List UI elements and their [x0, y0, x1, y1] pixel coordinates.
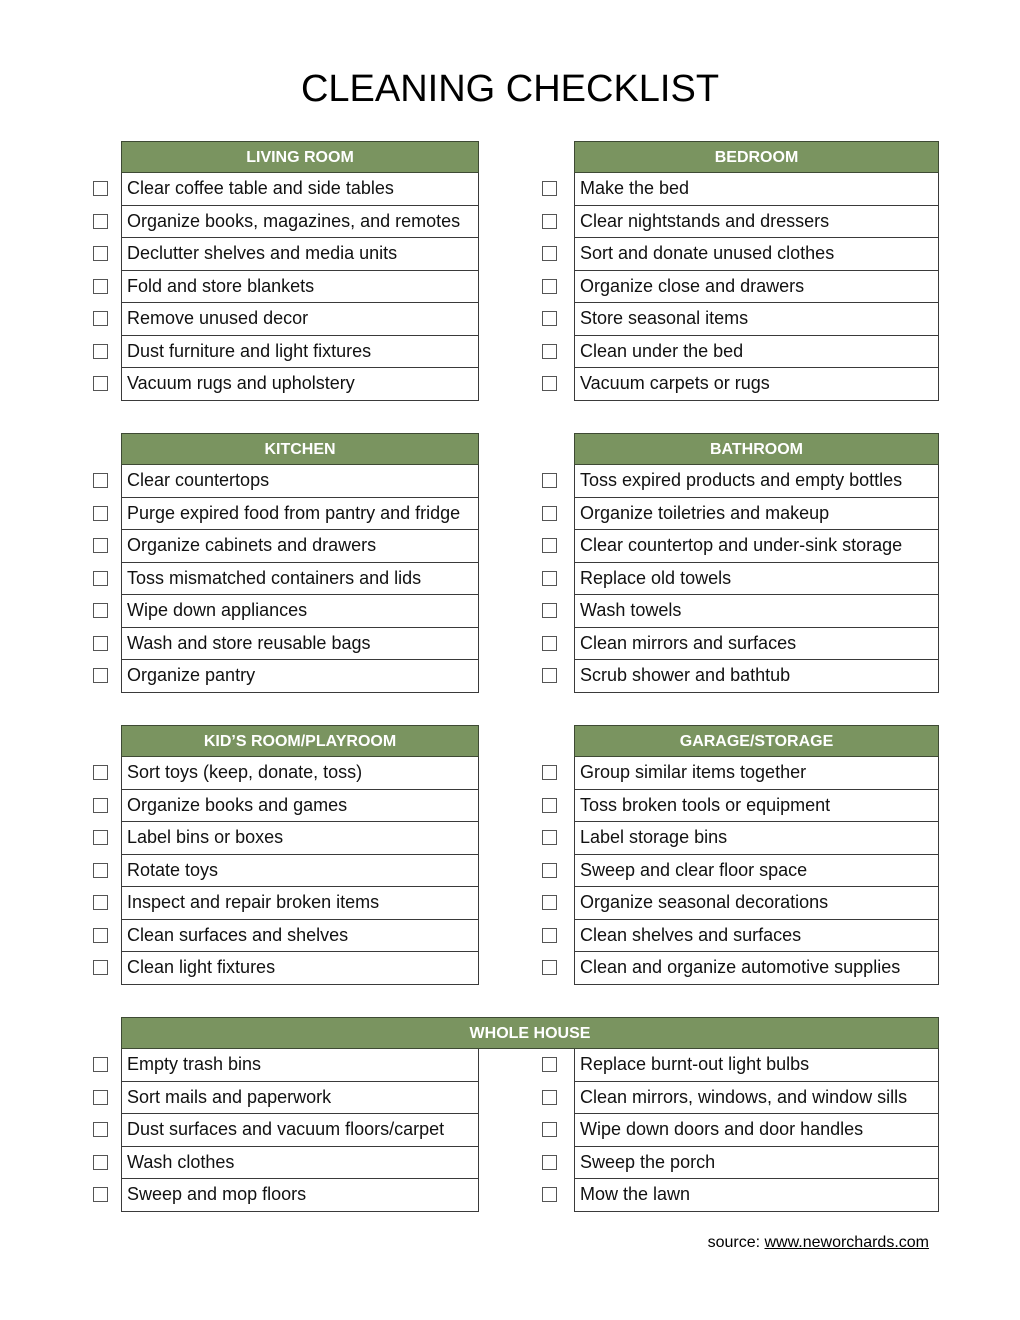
checkbox[interactable] — [93, 603, 108, 618]
checklist-item — [542, 563, 939, 596]
checkbox[interactable] — [93, 538, 108, 553]
checklist-item-label: Clear countertop and under-sink storage — [574, 530, 939, 563]
source-credit — [708, 1234, 929, 1252]
section-bedroom — [542, 141, 939, 401]
section-header: WHOLE HOUSE — [121, 1017, 939, 1049]
checklist-item — [542, 1114, 939, 1147]
checklist-item — [542, 1179, 939, 1212]
whole-house-right-column — [542, 1049, 939, 1212]
checklist-item-label: Clean mirrors and surfaces — [574, 628, 939, 661]
checklist-item-label: Declutter shelves and media units — [121, 238, 479, 271]
checklist-item — [93, 1147, 479, 1180]
checklist-item — [93, 1179, 479, 1212]
checkbox[interactable] — [93, 1090, 108, 1105]
checkbox[interactable] — [542, 571, 557, 586]
checklist-item — [93, 563, 479, 596]
checkbox[interactable] — [93, 1187, 108, 1202]
page-title: CLEANING CHECKLIST — [300, 68, 720, 110]
checklist-item — [542, 790, 939, 823]
checklist-item — [542, 757, 939, 790]
checklist-item — [542, 887, 939, 920]
checkbox[interactable] — [93, 960, 108, 975]
checkbox[interactable] — [93, 765, 108, 780]
checklist-item-label: Vacuum rugs and upholstery — [121, 368, 479, 401]
checklist-item-label: Mow the lawn — [574, 1179, 939, 1212]
checklist-item — [542, 855, 939, 888]
checklist-item — [93, 271, 479, 304]
checklist-item — [93, 1049, 479, 1082]
checkbox[interactable] — [93, 246, 108, 261]
checklist-item-label: Dust furniture and light fixtures — [121, 336, 479, 369]
checklist-item — [542, 920, 939, 953]
checkbox[interactable] — [542, 960, 557, 975]
checkbox[interactable] — [93, 473, 108, 488]
checklist-item-label: Sort and donate unused clothes — [574, 238, 939, 271]
checkbox[interactable] — [93, 214, 108, 229]
checklist-item-label: Sweep the porch — [574, 1147, 939, 1180]
checklist-item — [93, 1082, 479, 1115]
checklist-item — [542, 1049, 939, 1082]
checklist-item-label: Dust surfaces and vacuum floors/carpet — [121, 1114, 479, 1147]
checkbox[interactable] — [93, 895, 108, 910]
checkbox[interactable] — [93, 830, 108, 845]
checklist-item-label: Wash towels — [574, 595, 939, 628]
checkbox[interactable] — [542, 344, 557, 359]
checkbox[interactable] — [542, 181, 557, 196]
checklist-item-label: Label storage bins — [574, 822, 939, 855]
checklist-item — [542, 238, 939, 271]
checklist-item — [93, 952, 479, 985]
checklist-item-label: Rotate toys — [121, 855, 479, 888]
checkbox[interactable] — [542, 1090, 557, 1105]
checkbox[interactable] — [542, 636, 557, 651]
checkbox[interactable] — [542, 863, 557, 878]
checklist-item — [542, 660, 939, 693]
section-header: KID’S ROOM/PLAYROOM — [121, 725, 479, 757]
checkbox[interactable] — [93, 571, 108, 586]
checklist-item — [93, 595, 479, 628]
checklist-item-label: Wipe down doors and door handles — [574, 1114, 939, 1147]
checklist-item-label: Clean light fixtures — [121, 952, 479, 985]
checkbox[interactable] — [93, 798, 108, 813]
checklist-item — [93, 303, 479, 336]
checklist-item-label: Group similar items together — [574, 757, 939, 790]
checkbox[interactable] — [542, 1155, 557, 1170]
checkbox[interactable] — [93, 636, 108, 651]
checklist-item-label: Scrub shower and bathtub — [574, 660, 939, 693]
checklist-item-label: Replace old towels — [574, 563, 939, 596]
checklist-item-label: Clean surfaces and shelves — [121, 920, 479, 953]
checkbox[interactable] — [542, 376, 557, 391]
checklist-item — [93, 206, 479, 239]
checklist-item-label: Organize toiletries and makeup — [574, 498, 939, 531]
checklist-item-label: Label bins or boxes — [121, 822, 479, 855]
checklist-item — [542, 271, 939, 304]
checkbox[interactable] — [542, 1122, 557, 1137]
checklist-item — [542, 1082, 939, 1115]
checklist-item — [93, 238, 479, 271]
checklist-item — [542, 465, 939, 498]
checkbox[interactable] — [542, 246, 557, 261]
checklist-item-label: Organize cabinets and drawers — [121, 530, 479, 563]
checkbox[interactable] — [93, 279, 108, 294]
checklist-item — [542, 530, 939, 563]
source-label: source: — [707, 1234, 765, 1251]
checklist-item-label: Clear countertops — [121, 465, 479, 498]
section-header: LIVING ROOM — [121, 141, 479, 173]
checkbox[interactable] — [93, 344, 108, 359]
checklist-item-label: Clean and organize automotive supplies — [574, 952, 939, 985]
checklist-item — [542, 595, 939, 628]
checkbox[interactable] — [93, 181, 108, 196]
checklist-item-label: Remove unused decor — [121, 303, 479, 336]
checklist-item — [93, 498, 479, 531]
checklist-item-label: Sweep and clear floor space — [574, 855, 939, 888]
checklist-item — [542, 368, 939, 401]
checklist-item-label: Organize books, magazines, and remotes — [121, 206, 479, 239]
checklist-item — [542, 173, 939, 206]
checklist-item — [542, 303, 939, 336]
checklist-item-label: Make the bed — [574, 173, 939, 206]
section-living-room — [93, 141, 479, 401]
checkbox[interactable] — [542, 765, 557, 780]
checkbox[interactable] — [542, 279, 557, 294]
section-kids-room — [93, 725, 479, 985]
checklist-item-label: Wash and store reusable bags — [121, 628, 479, 661]
checklist-item-label: Purge expired food from pantry and fridge — [121, 498, 479, 531]
checklist-item-label: Sort toys (keep, donate, toss) — [121, 757, 479, 790]
checkbox[interactable] — [542, 311, 557, 326]
section-kitchen — [93, 433, 479, 693]
checkbox[interactable] — [542, 1187, 557, 1202]
checklist-item — [542, 206, 939, 239]
checklist-item-label: Replace burnt-out light bulbs — [574, 1049, 939, 1082]
checklist-item-label: Clean mirrors, windows, and window sills — [574, 1082, 939, 1115]
checkbox[interactable] — [93, 506, 108, 521]
checklist-item-label: Sweep and mop floors — [121, 1179, 479, 1212]
section-header: KITCHEN — [121, 433, 479, 465]
checklist-item-label: Vacuum carpets or rugs — [574, 368, 939, 401]
checkbox[interactable] — [93, 1155, 108, 1170]
checklist-item — [542, 628, 939, 661]
checklist-item — [542, 498, 939, 531]
checkbox[interactable] — [542, 1057, 557, 1072]
checklist-item — [542, 336, 939, 369]
checkbox[interactable] — [93, 376, 108, 391]
checkbox[interactable] — [542, 830, 557, 845]
checklist-item-label: Toss broken tools or equipment — [574, 790, 939, 823]
section-header: BATHROOM — [574, 433, 939, 465]
checklist-item — [93, 660, 479, 693]
checklist-item-label: Organize close and drawers — [574, 271, 939, 304]
checklist-item — [93, 1114, 479, 1147]
section-bathroom — [542, 433, 939, 693]
checkbox[interactable] — [93, 1122, 108, 1137]
checklist-item — [93, 822, 479, 855]
checkbox[interactable] — [542, 603, 557, 618]
checkbox[interactable] — [542, 895, 557, 910]
section-whole-house — [121, 1017, 939, 1049]
checklist-item-label: Inspect and repair broken items — [121, 887, 479, 920]
checklist-item — [93, 887, 479, 920]
whole-house-left-column — [93, 1049, 479, 1212]
checklist-item — [542, 952, 939, 985]
checklist-item — [542, 822, 939, 855]
checklist-item-label: Toss expired products and empty bottles — [574, 465, 939, 498]
section-header: BEDROOM — [574, 141, 939, 173]
checkbox[interactable] — [93, 311, 108, 326]
checklist-item-label: Clean under the bed — [574, 336, 939, 369]
checklist-item-label: Empty trash bins — [121, 1049, 479, 1082]
checkbox[interactable] — [93, 863, 108, 878]
checklist-item — [93, 465, 479, 498]
checkbox[interactable] — [542, 506, 557, 521]
checkbox[interactable] — [93, 1057, 108, 1072]
checklist-item-label: Clean shelves and surfaces — [574, 920, 939, 953]
checklist-item — [93, 855, 479, 888]
checkbox[interactable] — [542, 538, 557, 553]
checklist-item-label: Wash clothes — [121, 1147, 479, 1180]
checklist-item — [93, 336, 479, 369]
checklist-item — [93, 757, 479, 790]
checklist-item — [93, 790, 479, 823]
checkbox[interactable] — [93, 928, 108, 943]
checklist-item — [542, 1147, 939, 1180]
checklist-item — [93, 173, 479, 206]
checklist-item-label: Sort mails and paperwork — [121, 1082, 479, 1115]
source-link[interactable]: www.neworchards.com — [764, 1234, 929, 1251]
checklist-item-label: Toss mismatched containers and lids — [121, 563, 479, 596]
checklist-item-label: Organize pantry — [121, 660, 479, 693]
checklist-item-label: Clear coffee table and side tables — [121, 173, 479, 206]
section-header: GARAGE/STORAGE — [574, 725, 939, 757]
checkbox[interactable] — [542, 928, 557, 943]
checklist-item-label: Organize seasonal decorations — [574, 887, 939, 920]
checklist-item-label: Fold and store blankets — [121, 271, 479, 304]
checklist-item — [93, 368, 479, 401]
checklist-item-label: Store seasonal items — [574, 303, 939, 336]
checklist-item-label: Organize books and games — [121, 790, 479, 823]
section-garage-storage — [542, 725, 939, 985]
checkbox[interactable] — [542, 668, 557, 683]
checkbox[interactable] — [542, 473, 557, 488]
checkbox[interactable] — [542, 214, 557, 229]
checkbox[interactable] — [542, 798, 557, 813]
checklist-item-label: Clear nightstands and dressers — [574, 206, 939, 239]
checkbox[interactable] — [93, 668, 108, 683]
checklist-item — [93, 530, 479, 563]
checklist-item — [93, 920, 479, 953]
checklist-item-label: Wipe down appliances — [121, 595, 479, 628]
checklist-item — [93, 628, 479, 661]
